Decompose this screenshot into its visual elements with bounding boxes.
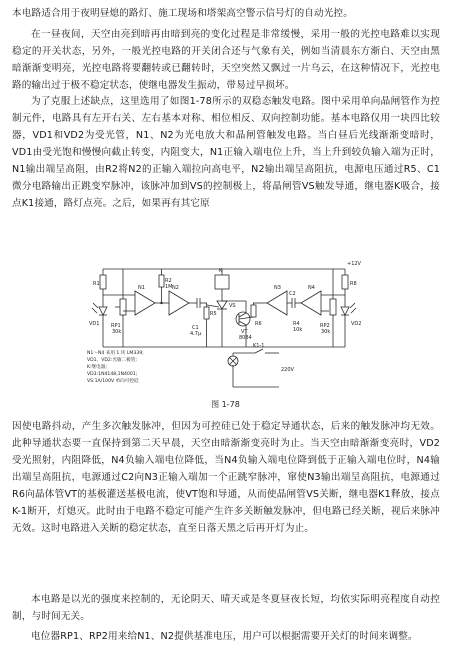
relay-contact-label: K1-1 — [253, 343, 265, 349]
circuit-diagram — [83, 255, 373, 389]
comparator-n4 — [301, 291, 321, 315]
c1-label: C1 — [192, 325, 199, 331]
svg-text:R1: R1 — [93, 281, 100, 287]
legend-line: N1～N4 来用 1 块 LM339; — [87, 351, 144, 356]
comparator-n2 — [169, 291, 189, 315]
svg-text:R5: R5 — [210, 311, 217, 317]
svg-text:8084: 8084 — [239, 335, 252, 341]
svg-text:RP2: RP2 — [320, 323, 330, 329]
comparator-n1 — [135, 291, 155, 315]
paragraph-circuit-description: 为了克服上述缺点，这里选用了如图1-78所示的双稳态触发电路。图中采用单向晶闸管作为控制元件，电路具有左开右关、左右基本对称、相位相反、双向控制功能。基本电路仅用一块四比较器，VD1和VD2为受光管，N1、N2为光电放大和晶闸管触发电路。当白昼后光线渐渐变暗时，VD1由受光饱和慢慢向截止转变，内阻变大，N1正输入端电位上升，当上升到较负输入端为正时，N1输出端呈高阻，由R2将N2的正输入端拉向高电平，N2输出端呈高阻抗，电源电压通过R5、C1微分电路输出正跳变窄脉冲，该脉冲加到VS的控制极上，将晶闸管VS触发导通，继电器K吸合，接点K1接通，路灯点亮。之后，如果再有其它原 — [12, 96, 440, 209]
resistor-r2 — [159, 275, 164, 287]
svg-text:VT: VT — [241, 329, 248, 335]
resistor-r8 — [342, 275, 348, 289]
legend-line: VD3:1N4148,1N4001; — [87, 372, 138, 377]
svg-text:30k: 30k — [112, 329, 122, 335]
legend-line: VS:1A/100V 单向可控硅 — [87, 379, 139, 384]
svg-text:C2: C2 — [289, 291, 296, 297]
svg-text:N4: N4 — [308, 285, 315, 291]
paragraph-light-control: 本电路是以光的强度来控制的，无论阴天、晴天或是冬夏昼夜长短，均依实际明亮程度自动控制，与时间无关。 — [12, 594, 440, 622]
supply-label: +12V — [347, 261, 361, 267]
photodiode-vd2 — [341, 307, 349, 315]
legend-line: VD1、VD2:光敏二极管; — [87, 358, 137, 363]
svg-text:R2: R2 — [165, 278, 172, 284]
legend-line: K:继电器; — [87, 365, 107, 370]
svg-text:RP1: RP1 — [111, 323, 121, 329]
resistor-r6 — [251, 305, 256, 317]
transistor-vt — [236, 312, 250, 326]
svg-text:VD1: VD1 — [89, 321, 100, 327]
c1-value: 4.7μ — [190, 331, 202, 337]
svg-text:R8: R8 — [350, 281, 357, 287]
relay-k — [215, 275, 229, 289]
resistor-r1 — [100, 275, 106, 289]
svg-text:K: K — [219, 268, 223, 274]
figure-caption: 图 1-78 — [211, 400, 240, 409]
potentiometer-rp2 — [330, 299, 336, 315]
thyristor-vs — [217, 301, 227, 309]
photodiode-vd1 — [99, 307, 107, 315]
comparator-n3 — [267, 291, 287, 315]
potentiometer-rp1 — [120, 299, 126, 315]
svg-text:N3: N3 — [274, 285, 281, 291]
svg-text:VD2: VD2 — [351, 321, 362, 327]
svg-text:10k: 10k — [293, 327, 303, 333]
paragraph-problem: 在一昼夜间，天空由亮到暗再由暗到亮的变化过程是非常缓慢，采用一般的光控电路难以实现稳定的开关状态，另外，一般光控电路的开关闭合还与气象有关，例如当清晨东方渐白、天空由黑暗渐渐变明亮，光控电路将要翻转或已翻转时，天空突然又飘过一片乌云，在这种情况下，光控电路的输出过于极不稳定状态，使继电器发生振动，带易过早损坏。 — [12, 29, 440, 91]
paragraph-operation: 因使电路抖动，产生多次触发脉冲，但因为可控硅已处于稳定导通状态，后来的触发脉冲均无效。此种导通状态要一直保持到第二天早晨，天空由暗渐渐变亮时为止。当天空由暗渐渐变亮时，VD2受光照射，内阻降低，N4负输入端电位降低，当N4负输入端电位降到低于正输入端电位时，N4输出端呈高阻抗，电源通过C2向N3正输入端加一个正跳窄脉冲，窜使N3输出端呈高阻抗，电源通过R6向晶体管VT的基极灌送基极电流，使VT饱和导通，从而使晶闸管VS关断，继电器K1释放，接点K-1断开，灯熄灭。此时由于电路不稳定可能产生许多关断触发脉冲，但电路已经关断，视后来脉冲无效。这时电路进入关断的稳定状态，直至日落天黑之后再开灯为止。 — [12, 421, 440, 534]
svg-text:N1: N1 — [138, 285, 145, 291]
resistor-r5 — [204, 307, 209, 319]
svg-text:VS: VS — [229, 303, 236, 309]
svg-text:R6: R6 — [255, 321, 262, 327]
mains-label: 220V — [281, 367, 294, 373]
svg-text:1M: 1M — [165, 284, 173, 290]
svg-text:R4: R4 — [293, 321, 300, 327]
paragraph-intro: 本电路适合用于夜明昼熄的路灯、施工现场和塔架高空警示信号灯的自动光控。 — [12, 8, 354, 19]
paragraph-adjustment: 电位器RP1、RP2用来给N1、N2提供基准电压，用户可以根据需要开关灯的时间来调整。 — [31, 631, 418, 642]
svg-text:N2: N2 — [172, 285, 179, 291]
svg-text:30k: 30k — [321, 329, 331, 335]
